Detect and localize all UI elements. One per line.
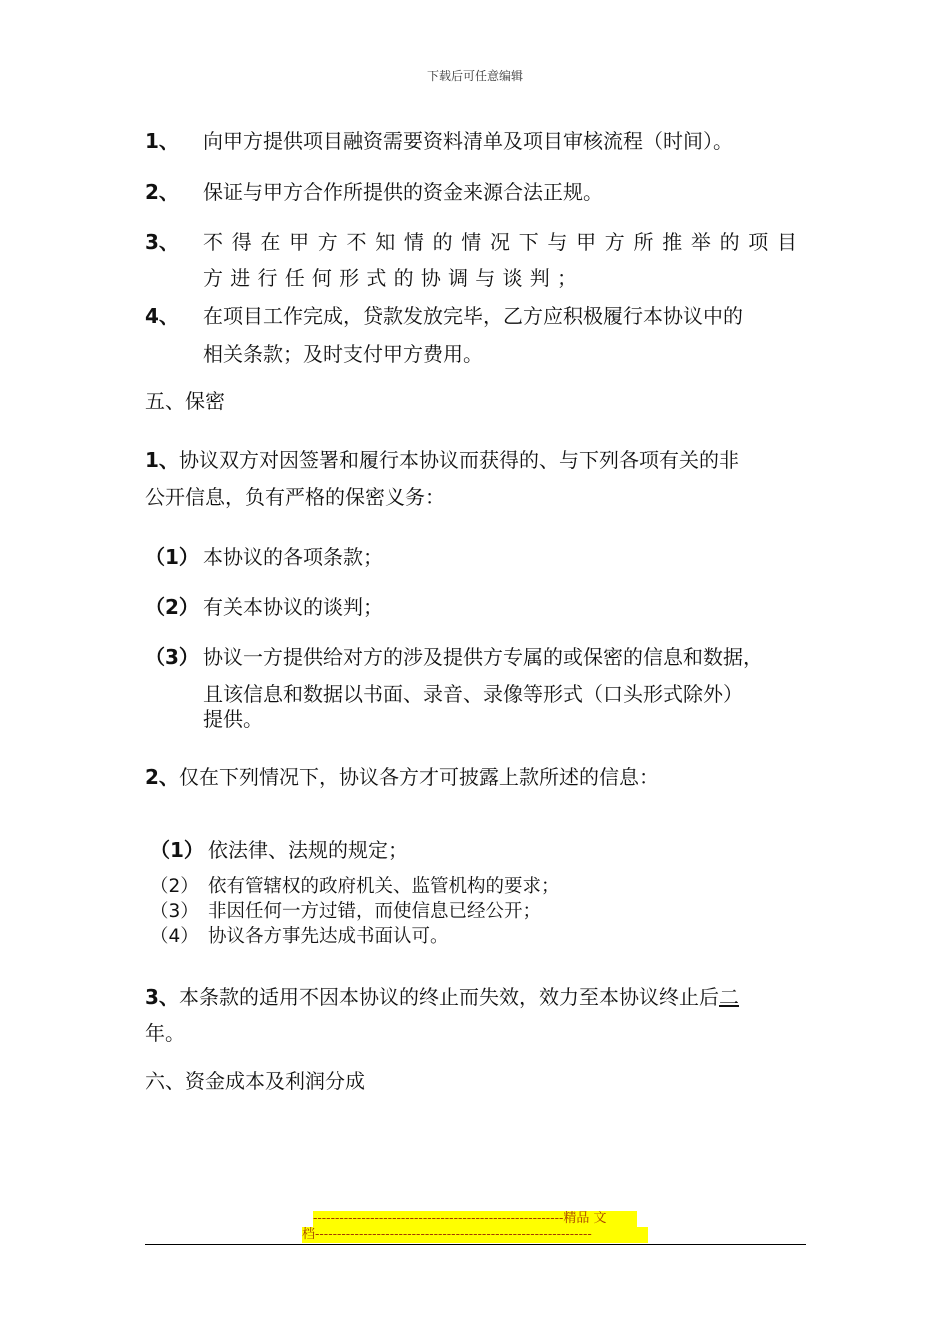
footer-watermark-line1 bbox=[313, 1211, 637, 1227]
clause-3-line1-text: 本条款的适用不因本协议的终止而失效，效力至本协议终止后 bbox=[179, 985, 719, 1009]
clause-1-item-3-line2: 且该信息和数据以书面、录音、录像等形式（口头形式除外） bbox=[203, 682, 743, 706]
clause-1-line1: 协议双方对因签署和履行本协议而获得的、与下列各项有关的非 bbox=[179, 448, 739, 472]
footer-rule bbox=[145, 1244, 806, 1245]
clause-2-number: 2、 bbox=[145, 765, 179, 789]
clause-2-item-1-number: （1） bbox=[150, 838, 204, 862]
clause-1-number: 1、 bbox=[145, 448, 179, 472]
clause-1-item-2-number: （2） bbox=[145, 595, 199, 619]
clause-1-item-3-line1: 协议一方提供给对方的涉及提供方专属的或保密的信息和数据， bbox=[203, 645, 763, 669]
section-6-title: 六、资金成本及利润分成 bbox=[145, 1069, 365, 1093]
obligation-3-line2: 方进行任何形式的协调与谈判； bbox=[203, 266, 577, 290]
clause-3-line2: 年。 bbox=[145, 1021, 185, 1045]
obligation-2-number: 2、 bbox=[145, 180, 179, 204]
footer-dashes-1: --------------------------------------------------------- bbox=[313, 1211, 564, 1226]
footer-watermark-line2 bbox=[302, 1227, 648, 1243]
footer-label-1: 精品 文 bbox=[563, 1211, 607, 1226]
obligation-4-number: 4、 bbox=[145, 304, 179, 328]
obligation-2-text: 保证与甲方合作所提供的资金来源合法正规。 bbox=[203, 180, 603, 204]
page-header: 下载后可任意编辑 bbox=[426, 69, 523, 83]
clause-2-item-4-text: 协议各方事先达成书面认可。 bbox=[208, 926, 449, 947]
section-5-title: 五、保密 bbox=[145, 389, 225, 413]
obligation-1-text: 向甲方提供项目融资需要资料清单及项目审核流程（时间）。 bbox=[203, 129, 733, 153]
clause-1-item-2-text: 有关本协议的谈判； bbox=[203, 595, 383, 619]
clause-2-text: 仅在下列情况下，协议各方才可披露上款所述的信息： bbox=[179, 765, 659, 789]
clause-2-item-3-text: 非因任何一方过错，而使信息已经公开； bbox=[208, 901, 542, 922]
clause-2-item-2-number: （2） bbox=[150, 876, 199, 897]
clause-1-item-3-line3: 提供。 bbox=[203, 707, 263, 731]
footer-label-2: 档 bbox=[302, 1227, 316, 1242]
clause-2-item-2-text: 依有管辖权的政府机关、监管机构的要求； bbox=[208, 876, 560, 897]
clause-3-number: 3、 bbox=[145, 985, 179, 1009]
clause-2-item-4-number: （4） bbox=[150, 926, 199, 947]
obligation-4-line1: 在项目工作完成，贷款发放完毕，乙方应积极履行本协议中的 bbox=[203, 304, 743, 328]
obligation-3-line1: 不得在甲方不知情的情况下与甲方所推举的项目 bbox=[203, 230, 797, 254]
clause-3-underlined-term: 二 bbox=[719, 985, 739, 1009]
clause-1-item-3-number: （3） bbox=[145, 645, 199, 669]
clause-1-item-1-text: 本协议的各项条款； bbox=[203, 545, 383, 569]
clause-2-item-1-text: 依法律、法规的规定； bbox=[208, 838, 408, 862]
obligation-4-line2: 相关条款；及时支付甲方费用。 bbox=[203, 342, 483, 366]
obligation-1-number: 1、 bbox=[145, 129, 179, 153]
clause-1-line2: 公开信息，负有严格的保密义务： bbox=[145, 485, 445, 509]
obligation-3-number: 3、 bbox=[145, 230, 179, 254]
clause-1-item-1-number: （1） bbox=[145, 545, 199, 569]
clause-3-line1 bbox=[179, 985, 739, 1009]
footer-dashes-2: --------------------------------------------------------------- bbox=[315, 1227, 592, 1242]
clause-2-item-3-number: （3） bbox=[150, 901, 199, 922]
